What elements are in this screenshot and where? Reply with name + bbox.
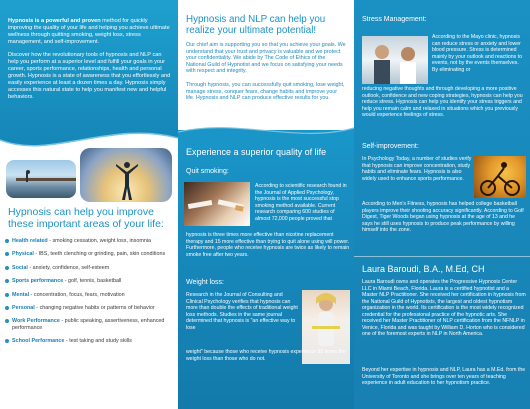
stress-heading: Stress Management:: [362, 16, 427, 23]
right-panel: [354, 0, 530, 409]
list-item: Personal - changing negative habits or patterns of behavior: [4, 305, 174, 312]
self-text-side: In Psychology Today, a number of studies verify that hypnosis can improve concentration, study habits and eliminate fears. Hypnosis is also widely used to enhance sports performance.: [362, 156, 472, 182]
self-text-full: According to Men's Fitness, hypnosis has helped college basketball players improve their shooting accuracy significantly. According to Golf Digest, Tiger Woods began using hypnosis at the age of 13 and he says he still uses hypnosis to produce peak performance by willing himself into the zone.: [362, 201, 524, 233]
doctor-patient-photo: [362, 36, 428, 84]
divider-line: [354, 256, 530, 257]
potential-heading: Hypnosis and NLP can help you realize your ultimate potential!: [186, 14, 326, 36]
quit-smoking-heading: Quit smoking:: [186, 168, 229, 175]
quit-text-side: According to scientific research found in the Journal of Applied Psychology, hypnosis is the most successful stop smoking method available. Current research comparing 600 studies of almost 72,000 people proved that: [255, 183, 347, 222]
left-panel: [0, 0, 178, 409]
middle-panel: [178, 0, 354, 409]
bullet-icon: [5, 266, 9, 270]
weight-loss-heading: Weight loss:: [186, 279, 224, 286]
wave-divider: [178, 118, 354, 148]
weight-text-side: Research in the Journal of Consulting and Clinical Psychology verifies that hypnosis can more than double the effects of traditional weight loss methods. Studies in the same journal determined that hypnosis is "an effective way to lose: [186, 292, 298, 331]
cyclist-sunset-photo: [474, 156, 526, 198]
dock-photo: [6, 160, 76, 198]
bullet-icon: [5, 319, 9, 323]
list-item: Physical - IBS, teeth clenching or grinding, pain, skin conditions: [4, 251, 174, 258]
list-item: Mental - concentration, focus, fears, motivation: [4, 292, 174, 299]
bullet-icon: [5, 239, 9, 243]
bullet-icon: [5, 339, 9, 343]
list-item: Social - anxiety, confidence, self-esteem: [4, 265, 174, 272]
mid-paragraph-2: Through hypnosis, you can successfully quit smoking, lose weight, manage stress, conquer fears, change habits and improve your life. Hypnosis and NLP can produce effective results for you.: [186, 81, 345, 102]
list-item: Sports performance - golf, tennis, basketball: [4, 278, 174, 285]
stress-text-full: reducing negative thoughts and through developing a more positive outlook, confidence and new coping strategies, hypnosis can help you reduce stress. Hypnosis can help you identify your stress triggers and help you remain calm and relaxed in situations which you previously would experience feelings of stress.: [362, 86, 523, 118]
areas-list: [4, 238, 174, 352]
intro-paragraph-2: Discover how the revolutionary tools of hypnosis and NLP can help you perform at a superior level and fulfill your goals in your career, sports performance, relationships, health and personal growth. Hypnosis is a state of awareness that you effortlessly and easily experience at least a dozen times a day. Hypnosis simply accesses this natural state to help you manifest new and helpful behaviors.: [8, 52, 171, 100]
list-item: Health related - smoking cessation, weight loss, insomnia: [4, 238, 174, 245]
quality-heading: Experience a superior quality of life: [186, 147, 327, 157]
sunset-silhouette-photo: [80, 148, 172, 202]
bullet-icon: [5, 279, 9, 283]
bio-paragraph-2: Beyond her expertise in hypnosis and NLP, Laura has a M.Ed. from the University of Toronto and she brings over ten years of teaching experience in adult education to her hypnotism practice.: [362, 367, 526, 386]
areas-heading: Hypnosis can help you improve these important areas of your life:: [8, 206, 164, 230]
stress-text-side: According to the Mayo clinic, hypnosis can reduce stress or anxiety and lower blood pressure. Stress is determined mainly by your outlook and reactions to events, not by the events themselves. By eliminating or: [432, 34, 522, 73]
bullet-icon: [5, 306, 9, 310]
bio-paragraph-1: Laura Baroudi owns and operates the Progressive Hypnosis Center LLC in Miami Beach, Florida. Laura is a certified hypnotist and a Master NLP Practitioner. She received her certification in hypnosis from the National Guild of Hypnotists, the largest and oldest hypnotism organization in the world. Its certification is the most widely recognized credential for the professional practice of the hypnotic arts. She received her Master Practitioner of NLP certification from the NFNLP in Venice, Florida and was taught by William D. Horton who is considered one of the foremost experts in NLP in North America.: [362, 279, 526, 337]
broken-cigarette-photo: [184, 182, 250, 226]
list-item: School Performance - test taking and study skills: [4, 338, 174, 345]
mid-paragraph-1: Our chief aim is supporting you so that you achieve your goals. We understand that your trust and privacy is valuable and we protect your confidentiality. We abide by The Code of Ethics of the National Guild of Hypnotist and we focus on satisfying your needs with respect and integrity.: [186, 42, 346, 75]
bullet-icon: [5, 252, 9, 256]
self-improvement-heading: Self-improvement:: [362, 143, 419, 150]
intro-paragraph-1: Hypnosis is a powerful and proven method for quickly improving the quality of your life and helping you achieve ultimate wellness through quitting smoking, weight loss, stress management, and self-improvement.: [8, 18, 170, 45]
quit-text-full: hypnosis is three times more effective than nicotine replacement therapy and 15 more effective than trying to quit alone using will power. Furthermore, people who receive hypnosis are twice as likely to remain smoke free after two years.: [186, 232, 350, 258]
weight-text-full: weight" because those who receive hypnosis experience 30 times the weight loss than those who do not.: [186, 349, 346, 362]
list-item: Work Performance - public speaking, assertiveness, enhanced performance: [4, 318, 174, 331]
bullet-icon: [5, 293, 9, 297]
bio-heading: Laura Baroudi, B.A., M.Ed, CH: [362, 264, 485, 274]
